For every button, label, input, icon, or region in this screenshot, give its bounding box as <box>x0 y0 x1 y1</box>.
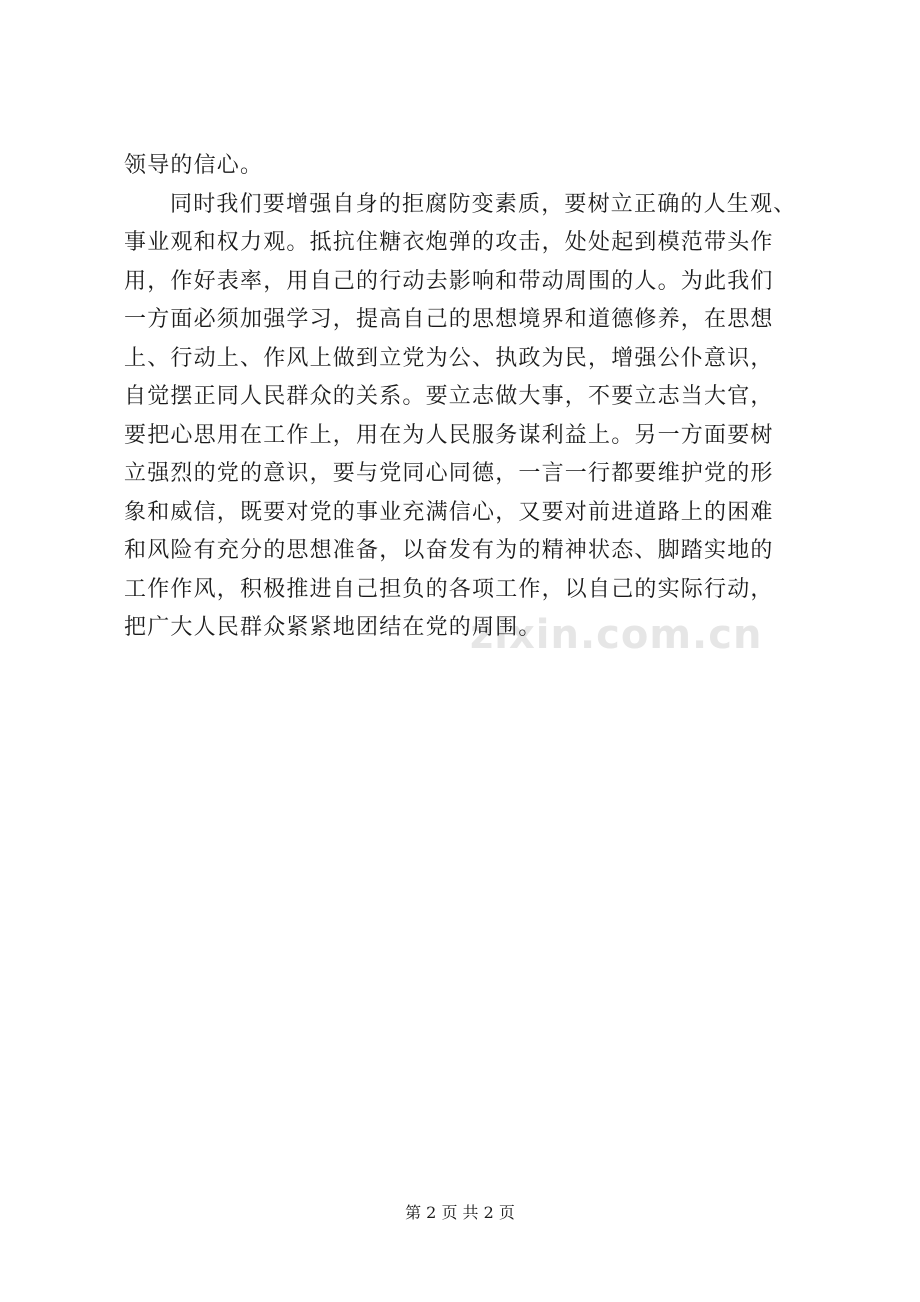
page-number-footer: 第 2 页 共 2 页 <box>405 1203 515 1222</box>
text-line: 工作作风，积极推进自己担负的各项工作，以自己的实际行动， <box>124 576 774 602</box>
text-line: 自觉摆正同人民群众的关系。要立志做大事，不要立志当大官， <box>124 384 774 409</box>
text-line: 领导的信心。 <box>124 153 264 178</box>
text-line: 象和威信，既要对党的事业充满信心，又要对前进道路上的困难 <box>124 499 774 525</box>
text-line: 立强烈的党的意识，要与党同心同德，一言一行都要维护党的形 <box>124 461 774 486</box>
body-text <box>124 147 844 648</box>
text-line: 要把心思用在工作上，用在为人民服务谋利益上。另一方面要树 <box>124 422 774 448</box>
text-line: 一方面必须加强学习，提高自己的思想境界和道德修养，在思想 <box>124 307 774 332</box>
text-line: 事业观和权力观。抵抗住糖衣炮弹的攻击，处处起到模范带头作 <box>124 230 774 255</box>
text-line: 把广大人民群众紧紧地团结在党的周围。 <box>124 615 542 640</box>
text-line: 上、行动上、作风上做到立党为公、执政为民，增强公仆意识， <box>124 345 774 371</box>
text-line: 用，作好表率，用自己的行动去影响和带动周围的人。为此我们 <box>124 268 774 294</box>
watermark-logo: zixin.com.cn <box>470 612 763 658</box>
text-line: 和风险有充分的思想准备，以奋发有为的精神状态、脚踏实地的 <box>124 538 774 563</box>
text-line: 同时我们要增强自身的拒腐防变素质，要树立正确的人生观、 <box>170 191 797 217</box>
